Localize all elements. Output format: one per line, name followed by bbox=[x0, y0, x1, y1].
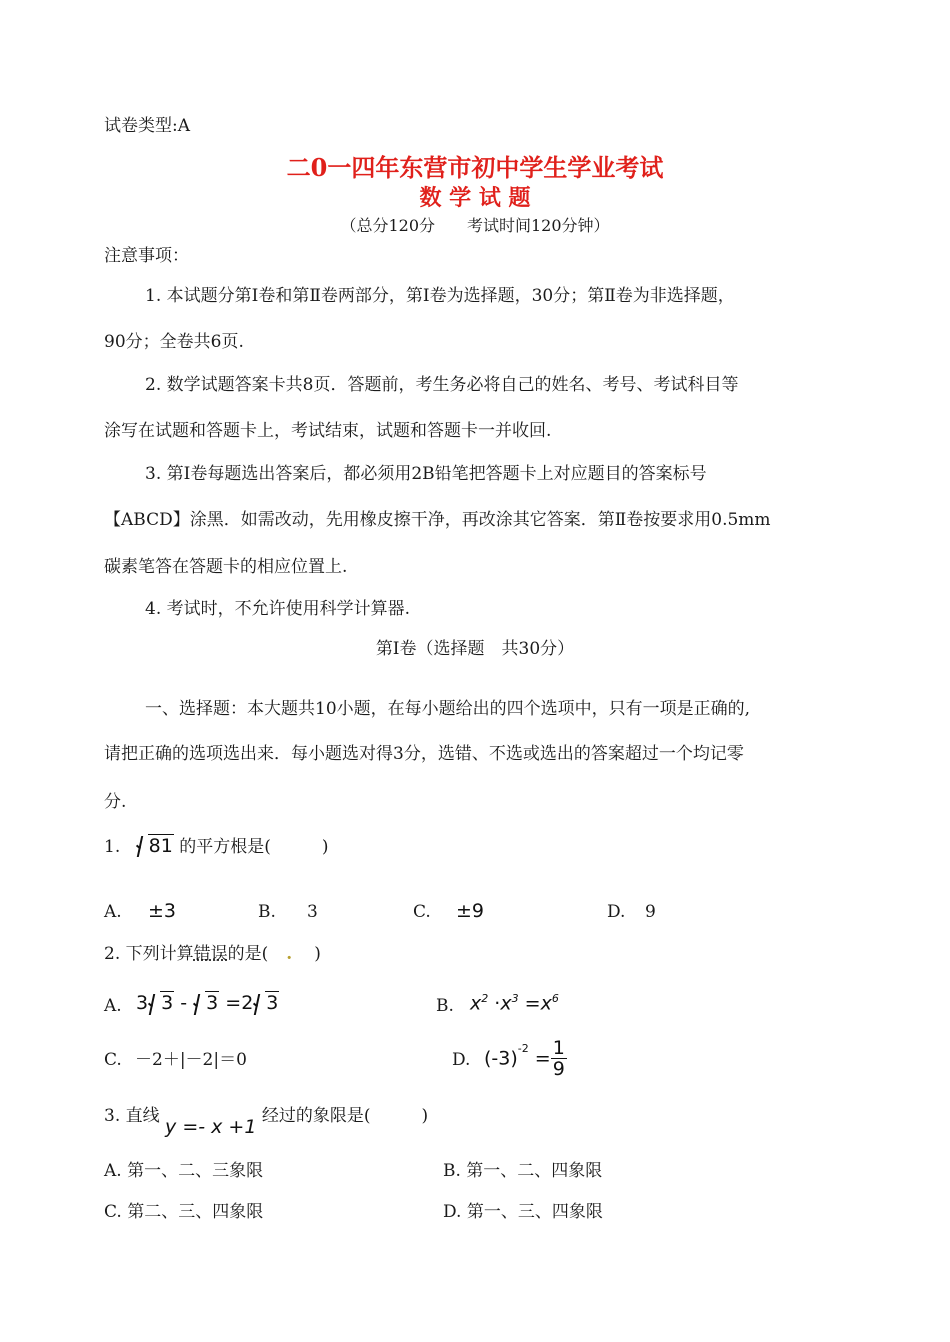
sqrt-symbol bbox=[193, 992, 219, 1014]
q2-b-exp-2: 3 bbox=[511, 992, 519, 1005]
exam-meta: （总分120分 考试时间120分钟） bbox=[340, 216, 610, 235]
question-1 bbox=[104, 834, 329, 859]
q2-option-d-label: D. bbox=[452, 1050, 471, 1070]
question-2-emphasis: 错误 bbox=[193, 944, 228, 964]
q2-option-b-label: B. bbox=[436, 996, 454, 1016]
notice-item-3: 3. 第Ⅰ卷每题选出答案后，都必须用2B铅笔把答题卡上对应题目的答案标号 bbox=[145, 464, 707, 484]
question-2-close: ) bbox=[314, 944, 321, 964]
exam-subject: 数 学 试 题 bbox=[419, 185, 531, 211]
sqrt-symbol bbox=[148, 992, 174, 1014]
q2-d-eq: = bbox=[534, 1047, 551, 1070]
notice-heading: 注意事项： bbox=[104, 246, 189, 266]
q2-d-fraction bbox=[551, 1038, 567, 1079]
q1-option-a-value: ±3 bbox=[148, 900, 177, 922]
q2-option-d-expr bbox=[484, 1038, 567, 1079]
question-3-suffix: 经过的象限是( ) bbox=[261, 1106, 429, 1126]
exam-title: 二0一四年东营市初中学生学业考试 bbox=[286, 153, 664, 182]
question-2-prefix: 2. 下列计算 bbox=[104, 944, 194, 964]
q2-a-radicand-1: 3 bbox=[161, 992, 174, 1014]
q2-option-a-expr bbox=[136, 992, 279, 1014]
question-2-dot: . bbox=[286, 944, 293, 964]
q2-a-radicand-2: 3 bbox=[206, 992, 219, 1014]
q2-a-minus: - bbox=[180, 992, 188, 1014]
question-1-number: 1. bbox=[104, 837, 121, 857]
q2-option-c-expr: －2＋|－2|＝0 bbox=[135, 1050, 247, 1070]
q2-a-eq: =2 bbox=[225, 992, 254, 1014]
question-3 bbox=[104, 1103, 429, 1138]
q2-b-eq: = bbox=[524, 992, 541, 1015]
q1-option-b-value: 3 bbox=[307, 902, 318, 922]
q2-b-var: x bbox=[470, 992, 482, 1015]
section-intro: 一、选择题：本大题共10小题，在每小题给出的四个选项中，只有一项是正确的, bbox=[145, 699, 751, 719]
q2-b-var: x bbox=[500, 992, 512, 1015]
q1-option-b-label: B. bbox=[258, 902, 276, 922]
q2-a-radicand-3: 3 bbox=[266, 992, 279, 1014]
q2-option-a-label: A. bbox=[104, 996, 122, 1016]
section-intro-cont: 请把正确的选项选出来．每小题选对得3分，选错、不选或选出的答案超过一个均记零 bbox=[104, 744, 744, 764]
q3-option-b: B. 第一、二、四象限 bbox=[443, 1161, 603, 1181]
q2-d-denominator: 9 bbox=[552, 1058, 565, 1080]
notice-item-1-cont: 90分；全卷共6页. bbox=[104, 332, 244, 352]
q1-option-c-label: C. bbox=[413, 902, 431, 922]
q1-option-a-label: A. bbox=[104, 902, 122, 922]
question-2 bbox=[104, 942, 321, 966]
q3-option-c: C. 第二、三、四象限 bbox=[104, 1202, 264, 1222]
section-title: 第Ⅰ卷（选择题 共30分） bbox=[375, 639, 575, 659]
q1-option-d-value: 9 bbox=[645, 902, 656, 922]
q2-d-numerator: 1 bbox=[552, 1037, 565, 1059]
sqrt-symbol bbox=[136, 834, 174, 858]
sqrt-symbol bbox=[253, 992, 279, 1014]
q2-d-base: (-3) bbox=[484, 1047, 518, 1070]
q2-b-var: x bbox=[540, 992, 552, 1015]
q2-b-exp-1: 2 bbox=[481, 992, 489, 1005]
q3-option-a: A. 第一、二、三象限 bbox=[104, 1161, 264, 1181]
q2-b-exp-3: 6 bbox=[551, 992, 559, 1005]
notice-item-4: 4. 考试时，不允许使用科学计算器. bbox=[145, 599, 411, 619]
notice-item-3-cont: 【ABCD】涂黑．如需改动，先用橡皮擦干净，再改涂其它答案．第Ⅱ卷按要求用0.5mm bbox=[104, 510, 771, 530]
question-3-equation: y =- x +1 bbox=[165, 1116, 257, 1138]
q2-option-b-expr bbox=[470, 992, 559, 1014]
q1-option-c-value: ±9 bbox=[456, 900, 485, 922]
sqrt-radicand: 81 bbox=[148, 835, 173, 857]
q1-option-d-label: D. bbox=[607, 902, 626, 922]
section-intro-cont2: 分. bbox=[104, 792, 127, 812]
paper-type: 试卷类型:A bbox=[104, 116, 191, 136]
q2-a-coef: 3 bbox=[136, 992, 149, 1014]
question-3-prefix: 3. 直线 bbox=[104, 1106, 160, 1126]
question-1-text: 的平方根是( ) bbox=[179, 837, 329, 857]
q3-option-d: D. 第一、三、四象限 bbox=[443, 1202, 603, 1222]
q2-option-c-label: C. bbox=[104, 1050, 122, 1070]
notice-item-2-cont: 涂写在试题和答题卡上，考试结束，试题和答题卡一并收回. bbox=[104, 421, 552, 441]
q2-b-dot: · bbox=[494, 992, 501, 1015]
notice-item-1: 1. 本试题分第Ⅰ卷和第Ⅱ卷两部分，第Ⅰ卷为选择题，30分；第Ⅱ卷为非选择题， bbox=[145, 286, 735, 306]
question-2-suffix: 的是( bbox=[227, 944, 269, 964]
notice-item-2: 2. 数学试题答案卡共8页．答题前，考生务必将自己的姓名、考号、考试科目等 bbox=[145, 375, 739, 395]
notice-item-3-cont2: 碳素笔答在答题卡的相应位置上. bbox=[104, 557, 348, 577]
q2-d-exp: -2 bbox=[517, 1042, 529, 1055]
